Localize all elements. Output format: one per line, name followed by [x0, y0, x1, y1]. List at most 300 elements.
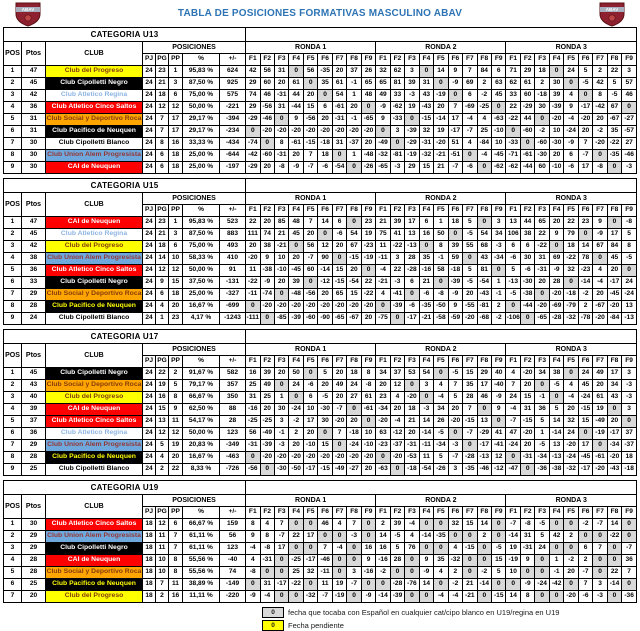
fecha-result-cell: 18 [564, 241, 578, 253]
svg-text:ABAV: ABAV [21, 7, 35, 13]
fecha-result-cell: -106 [506, 313, 520, 325]
fecha-result-cell: -29 [246, 114, 260, 126]
fecha-result-cell: 1 [549, 555, 563, 567]
ptos-cell: 37 [22, 416, 46, 428]
fecha-result-cell: 19 [361, 229, 375, 241]
fecha-result-cell: 30 [549, 78, 563, 90]
fecha-result-cell: 0 [564, 543, 578, 555]
pj-cell: 24 [143, 313, 156, 325]
pp-cell: 11 [169, 416, 183, 428]
fecha-result-cell: 38 [260, 241, 274, 253]
fecha-result-cell: -20 [289, 452, 303, 464]
team-row [4, 591, 637, 603]
pct-cell: 16,67 % [183, 452, 220, 464]
ptos-cell: 25 [22, 464, 46, 476]
fecha-result-cell: 22 [390, 265, 404, 277]
fecha-result-cell: -5 [535, 440, 549, 452]
fecha-result-cell: 14 [477, 519, 491, 531]
fecha-header: F7 [332, 54, 346, 66]
diff-cell: 123 [220, 543, 246, 555]
fecha-result-cell: -14 [419, 531, 433, 543]
fecha-result-cell: 0 [622, 265, 637, 277]
fecha-result-cell: 0 [289, 519, 303, 531]
pp-cell: 23 [169, 313, 183, 325]
fecha-result-cell: 23 [361, 217, 375, 229]
ronda-header-1: RONDA 1 [246, 495, 376, 507]
fecha-result-cell: 35 [607, 126, 621, 138]
pj-cell: 24 [143, 265, 156, 277]
col-header-pg: PG [156, 507, 169, 519]
fecha-result-cell: 20 [332, 368, 346, 380]
fecha-result-cell: -2 [492, 313, 506, 325]
fecha-result-cell: -58 [434, 313, 448, 325]
fecha-result-cell: 27 [622, 138, 637, 150]
fecha-result-cell: -43 [477, 289, 491, 301]
diff-cell: 493 [220, 241, 246, 253]
svg-text:ABAV: ABAV [605, 7, 619, 13]
fecha-result-cell: 39 [260, 368, 274, 380]
pg-cell: 18 [156, 241, 169, 253]
fecha-result-cell: 3 [622, 66, 637, 78]
team-row [4, 416, 637, 428]
category-name: CATEGORIA U17 [4, 330, 246, 344]
ptos-cell: 45 [22, 78, 46, 90]
fecha-header: F7 [463, 356, 477, 368]
fecha-result-cell: 79 [564, 229, 578, 241]
fecha-result-cell: 24 [622, 277, 637, 289]
club-cell: Club Union Alem Progresista [46, 440, 143, 452]
fecha-result-cell: -46 [622, 150, 637, 162]
fecha-result-cell: 1 [274, 392, 288, 404]
ptos-cell: 29 [22, 531, 46, 543]
fecha-result-cell: 10 [492, 138, 506, 150]
fecha-result-cell: -31 [405, 440, 419, 452]
fecha-result-cell: 20 [289, 440, 303, 452]
fecha-result-cell: 17 [578, 440, 592, 452]
pct-cell: 33,33 % [183, 138, 220, 150]
col-header-pj: PJ [143, 205, 156, 217]
legend-item-pending [262, 620, 640, 631]
diff-cell: -197 [220, 162, 246, 174]
fecha-result-cell: 0 [492, 265, 506, 277]
fecha-result-cell: 37 [347, 66, 361, 78]
pg-cell: 18 [156, 90, 169, 102]
fecha-header: F5 [564, 54, 578, 66]
fecha-result-cell: -20 [549, 289, 563, 301]
fecha-result-cell: 46 [260, 90, 274, 102]
pg-cell: 1 [156, 313, 169, 325]
fecha-result-cell: -41 [390, 289, 404, 301]
pos-cell: 4 [4, 555, 22, 567]
pos-cell: 6 [4, 579, 22, 591]
fecha-result-cell: -13 [477, 452, 491, 464]
diff-cell: 582 [220, 368, 246, 380]
group-header-row [4, 193, 637, 205]
fecha-result-cell: 20 [390, 404, 404, 416]
ronda-header-3: RONDA 3 [506, 344, 637, 356]
fecha-result-cell: 0 [549, 543, 563, 555]
fecha-result-cell: 5 [622, 229, 637, 241]
fecha-header: F5 [303, 54, 317, 66]
fecha-result-cell: -2 [564, 555, 578, 567]
pj-cell: 24 [143, 428, 156, 440]
fecha-result-cell: -10 [549, 162, 563, 174]
fecha-result-cell: -7 [463, 126, 477, 138]
fecha-result-cell: -19 [506, 555, 520, 567]
fecha-result-cell: 39 [390, 217, 404, 229]
pg-cell: 11 [156, 543, 169, 555]
pos-cell: 8 [4, 452, 22, 464]
fecha-result-cell: -50 [434, 301, 448, 313]
fecha-result-cell: 6 [463, 90, 477, 102]
fecha-result-cell: 20 [593, 380, 607, 392]
diff-cell: 350 [220, 392, 246, 404]
fecha-result-cell: -74 [260, 289, 274, 301]
pg-cell: 21 [156, 78, 169, 90]
fecha-result-cell: 0 [332, 555, 346, 567]
pj-cell: 24 [143, 301, 156, 313]
fecha-result-cell: 5 [492, 567, 506, 579]
fecha-result-cell: -29 [477, 428, 491, 440]
fecha-result-cell: 31 [260, 579, 274, 591]
club-cell: Club Cipolletti Blanco [46, 138, 143, 150]
fecha-result-cell: 17 [578, 162, 592, 174]
fecha-result-cell: 23 [578, 217, 592, 229]
pos-cell: 3 [4, 90, 22, 102]
fecha-result-cell: 0 [477, 217, 491, 229]
pj-cell: 18 [143, 567, 156, 579]
fecha-result-cell: -67 [347, 313, 361, 325]
pct-cell: 66,67 % [183, 392, 220, 404]
fecha-result-cell: -21 [434, 150, 448, 162]
fecha-result-cell: -65 [535, 313, 549, 325]
pj-cell: 24 [143, 452, 156, 464]
pos-cell: 7 [4, 591, 22, 603]
fecha-result-cell: -3 [593, 591, 607, 603]
fecha-result-cell: -6 [463, 162, 477, 174]
fecha-result-cell: 45 [578, 380, 592, 392]
fecha-header: F7 [593, 54, 607, 66]
pp-cell: 9 [169, 404, 183, 416]
fecha-result-cell: -15 [419, 114, 433, 126]
pos-cell: 3 [4, 241, 22, 253]
col-header-pos: POS [4, 42, 22, 66]
fecha-result-cell: -1 [535, 392, 549, 404]
fecha-result-cell: 0 [535, 591, 549, 603]
fecha-result-cell: 39 [448, 241, 462, 253]
pg-cell: 11 [156, 531, 169, 543]
pct-cell: 50,00 % [183, 428, 220, 440]
fecha-result-cell: 57 [622, 78, 637, 90]
fecha-result-cell: -14 [506, 531, 520, 543]
fecha-result-cell: 18 [318, 150, 332, 162]
pg-cell: 19 [156, 380, 169, 392]
fecha-result-cell: 0 [492, 416, 506, 428]
fecha-header: F8 [477, 356, 491, 368]
fecha-result-cell: -36 [622, 591, 637, 603]
pj-cell: 24 [143, 392, 156, 404]
fecha-result-cell: 20 [274, 78, 288, 90]
fecha-result-cell: 43 [419, 90, 433, 102]
fecha-result-cell: 3 [405, 66, 419, 78]
fecha-header: F5 [434, 356, 448, 368]
fecha-result-cell: -17 [607, 277, 621, 289]
fecha-result-cell: 9 [593, 217, 607, 229]
fecha-result-cell: 56 [303, 241, 317, 253]
fecha-result-cell: 18 [448, 217, 462, 229]
fecha-result-cell: 54 [332, 90, 346, 102]
col-header-pg: PG [156, 356, 169, 368]
fecha-result-cell: -55 [463, 301, 477, 313]
fecha-result-cell: 20 [607, 265, 621, 277]
fecha-result-cell: -20 [607, 452, 621, 464]
fecha-result-cell: -17 [405, 313, 419, 325]
club-cell: Club del Progreso [46, 66, 143, 78]
fecha-header: F9 [622, 507, 637, 519]
fecha-result-cell: 0 [274, 289, 288, 301]
fecha-result-cell: -20 [332, 416, 346, 428]
diff-cell: -349 [220, 440, 246, 452]
fecha-result-cell: -15 [578, 404, 592, 416]
fecha-result-cell: 5 [390, 543, 404, 555]
fecha-result-cell: -4 [564, 114, 578, 126]
pj-cell: 18 [143, 555, 156, 567]
ptos-cell: 42 [22, 241, 46, 253]
pg-cell: 12 [156, 519, 169, 531]
fecha-header: F1 [246, 54, 260, 66]
fecha-result-cell: -8 [246, 567, 260, 579]
fecha-result-cell: -60 [303, 313, 317, 325]
fecha-result-cell: 23 [376, 392, 390, 404]
ptos-cell: 28 [22, 555, 46, 567]
fecha-result-cell: 5 [578, 66, 592, 78]
fecha-result-cell: 5 [506, 265, 520, 277]
fecha-result-cell: -20 [289, 301, 303, 313]
fecha-result-cell: 0 [477, 591, 491, 603]
fecha-header: F8 [347, 54, 361, 66]
fecha-result-cell: -8 [260, 543, 274, 555]
pg-cell: 6 [156, 162, 169, 174]
fecha-result-cell: -9 [376, 102, 390, 114]
fecha-result-cell: -9 [448, 289, 462, 301]
fecha-result-cell: -12 [492, 464, 506, 476]
fecha-result-cell: -10 [303, 440, 317, 452]
fecha-result-cell: -36 [535, 464, 549, 476]
col-header-ptos: Ptos [22, 495, 46, 519]
pos-cell: 1 [4, 519, 22, 531]
category-header-row [4, 481, 637, 495]
fecha-header: F5 [434, 54, 448, 66]
fecha-result-cell: 32 [564, 265, 578, 277]
fecha-result-cell: 4 [463, 138, 477, 150]
fecha-result-cell: -18 [405, 464, 419, 476]
col-header-pp: PP [169, 356, 183, 368]
fecha-result-cell: 0 [607, 162, 621, 174]
fecha-result-cell: 20 [448, 404, 462, 416]
fecha-result-cell: 0 [564, 368, 578, 380]
fecha-result-cell: 22 [535, 229, 549, 241]
pp-cell: 12 [169, 428, 183, 440]
fecha-result-cell: -6 [520, 265, 534, 277]
fecha-header: F3 [405, 507, 419, 519]
team-row [4, 543, 637, 555]
fecha-header: F8 [347, 356, 361, 368]
fecha-header: F9 [361, 356, 375, 368]
fecha-result-cell: 5 [463, 217, 477, 229]
fecha-result-cell: -29 [520, 102, 534, 114]
fecha-result-cell: 8 [622, 241, 637, 253]
fecha-result-cell: -17 [303, 555, 317, 567]
fecha-result-cell: -44 [520, 301, 534, 313]
fecha-result-cell: 4 [405, 531, 419, 543]
fecha-result-cell: -9 [564, 138, 578, 150]
fecha-result-cell: -30 [549, 138, 563, 150]
fecha-result-cell: -6 [332, 229, 346, 241]
fecha-result-cell: -25 [289, 555, 303, 567]
fecha-result-cell: -60 [260, 150, 274, 162]
fecha-result-cell: -18 [347, 428, 361, 440]
fecha-result-cell: 0 [361, 531, 375, 543]
fecha-result-cell: -9 [549, 265, 563, 277]
fecha-result-cell: 22 [564, 217, 578, 229]
fecha-result-cell: -23 [361, 241, 375, 253]
fecha-result-cell: -17 [477, 440, 491, 452]
pp-cell: 17 [169, 114, 183, 126]
pj-cell: 24 [143, 368, 156, 380]
fecha-result-cell: 74 [246, 90, 260, 102]
fecha-result-cell: 9 [260, 253, 274, 265]
fecha-header: F7 [463, 507, 477, 519]
fecha-result-cell: -56 [303, 114, 317, 126]
pp-cell: 16 [169, 138, 183, 150]
fecha-result-cell: 32 [303, 567, 317, 579]
fecha-result-cell: 3 [390, 126, 404, 138]
fecha-result-cell: -63 [376, 464, 390, 476]
fecha-header: F4 [549, 356, 563, 368]
fecha-header: F2 [390, 507, 404, 519]
fecha-result-cell: -31 [520, 452, 534, 464]
fecha-result-cell: 45 [607, 253, 621, 265]
fecha-result-cell: 12 [492, 452, 506, 464]
diff-cell: -149 [220, 579, 246, 591]
pct-cell: 38,89 % [183, 579, 220, 591]
col-header-pj: PJ [143, 507, 156, 519]
pct-cell: 95,83 % [183, 66, 220, 78]
fecha-header: F7 [593, 507, 607, 519]
fecha-result-cell: 3 [274, 416, 288, 428]
fecha-header: F1 [506, 205, 520, 217]
fecha-result-cell: -65 [361, 114, 375, 126]
fecha-result-cell: -7 [506, 519, 520, 531]
fecha-result-cell: 3 [622, 368, 637, 380]
fecha-header: F2 [260, 356, 274, 368]
fecha-result-cell: 6 [506, 241, 520, 253]
fecha-result-cell: -35 [463, 464, 477, 476]
fecha-result-cell: 0 [347, 543, 361, 555]
pj-cell: 24 [143, 253, 156, 265]
fecha-result-cell: 10 [303, 404, 317, 416]
fecha-result-cell: -5 [622, 253, 637, 265]
fecha-result-cell: 0 [260, 138, 274, 150]
fecha-result-cell: 49 [593, 368, 607, 380]
fecha-result-cell: 20 [578, 126, 592, 138]
fecha-result-cell: 20 [274, 277, 288, 289]
fecha-result-cell: 3 [419, 380, 433, 392]
fecha-result-cell: -81 [390, 150, 404, 162]
fecha-result-cell: 0 [564, 277, 578, 289]
fecha-result-cell: 13 [622, 301, 637, 313]
pg-cell: 22 [156, 368, 169, 380]
fecha-result-cell: -19 [361, 253, 375, 265]
col-header-pj: PJ [143, 54, 156, 66]
fecha-result-cell: 5 [318, 368, 332, 380]
fecha-result-cell: 28 [405, 253, 419, 265]
fecha-result-cell: -31 [260, 555, 274, 567]
category-header-spacer [246, 481, 637, 495]
fecha-result-cell: -39 [448, 277, 462, 289]
ptos-cell: 31 [22, 126, 46, 138]
fecha-result-cell: 0 [434, 277, 448, 289]
fecha-result-cell: 18 [622, 452, 637, 464]
fecha-result-cell: 19 [434, 126, 448, 138]
category-table [3, 329, 637, 476]
fecha-result-cell: 4 [564, 380, 578, 392]
fecha-result-cell: 63 [376, 428, 390, 440]
pg-cell: 12 [156, 428, 169, 440]
fecha-header: F6 [578, 54, 592, 66]
fecha-result-cell: -20 [303, 452, 317, 464]
diff-cell: -726 [220, 464, 246, 476]
fecha-result-cell: 15 [347, 289, 361, 301]
fecha-result-cell: 35 [419, 253, 433, 265]
pp-cell: 11 [169, 579, 183, 591]
fecha-result-cell: 65 [361, 78, 375, 90]
pct-cell: 62,50 % [183, 404, 220, 416]
fecha-result-cell: -7 [318, 591, 332, 603]
fecha-result-cell: -11 [419, 440, 433, 452]
fecha-result-cell: -46 [260, 114, 274, 126]
fecha-result-cell: 24 [535, 543, 549, 555]
fecha-result-cell: 0 [361, 102, 375, 114]
fecha-result-cell: 0 [303, 579, 317, 591]
fecha-result-cell: -20 [332, 301, 346, 313]
fecha-result-cell: 7 [593, 543, 607, 555]
fecha-result-cell: -56 [303, 289, 317, 301]
col-header-ptos: Ptos [22, 193, 46, 217]
fecha-result-cell: 14 [607, 519, 621, 531]
fecha-header: F5 [303, 205, 317, 217]
fecha-result-cell: 69 [463, 78, 477, 90]
fecha-result-cell: -48 [361, 150, 375, 162]
pp-cell: 6 [169, 519, 183, 531]
fecha-result-cell: 0 [434, 543, 448, 555]
fecha-header: F4 [289, 356, 303, 368]
fecha-result-cell: 56 [246, 428, 260, 440]
team-row [4, 519, 637, 531]
fecha-result-cell: -3 [622, 380, 637, 392]
pj-cell: 24 [143, 229, 156, 241]
fecha-header: F9 [492, 356, 506, 368]
pct-cell: 79,17 % [183, 380, 220, 392]
fecha-result-cell: -24 [622, 289, 637, 301]
team-row [4, 229, 637, 241]
fecha-result-cell: 0 [332, 150, 346, 162]
fecha-result-cell: 22 [246, 217, 260, 229]
fecha-result-cell: -62 [506, 162, 520, 174]
fecha-result-cell: -47 [506, 464, 520, 476]
team-row [4, 78, 637, 90]
fecha-result-cell: 22 [506, 102, 520, 114]
